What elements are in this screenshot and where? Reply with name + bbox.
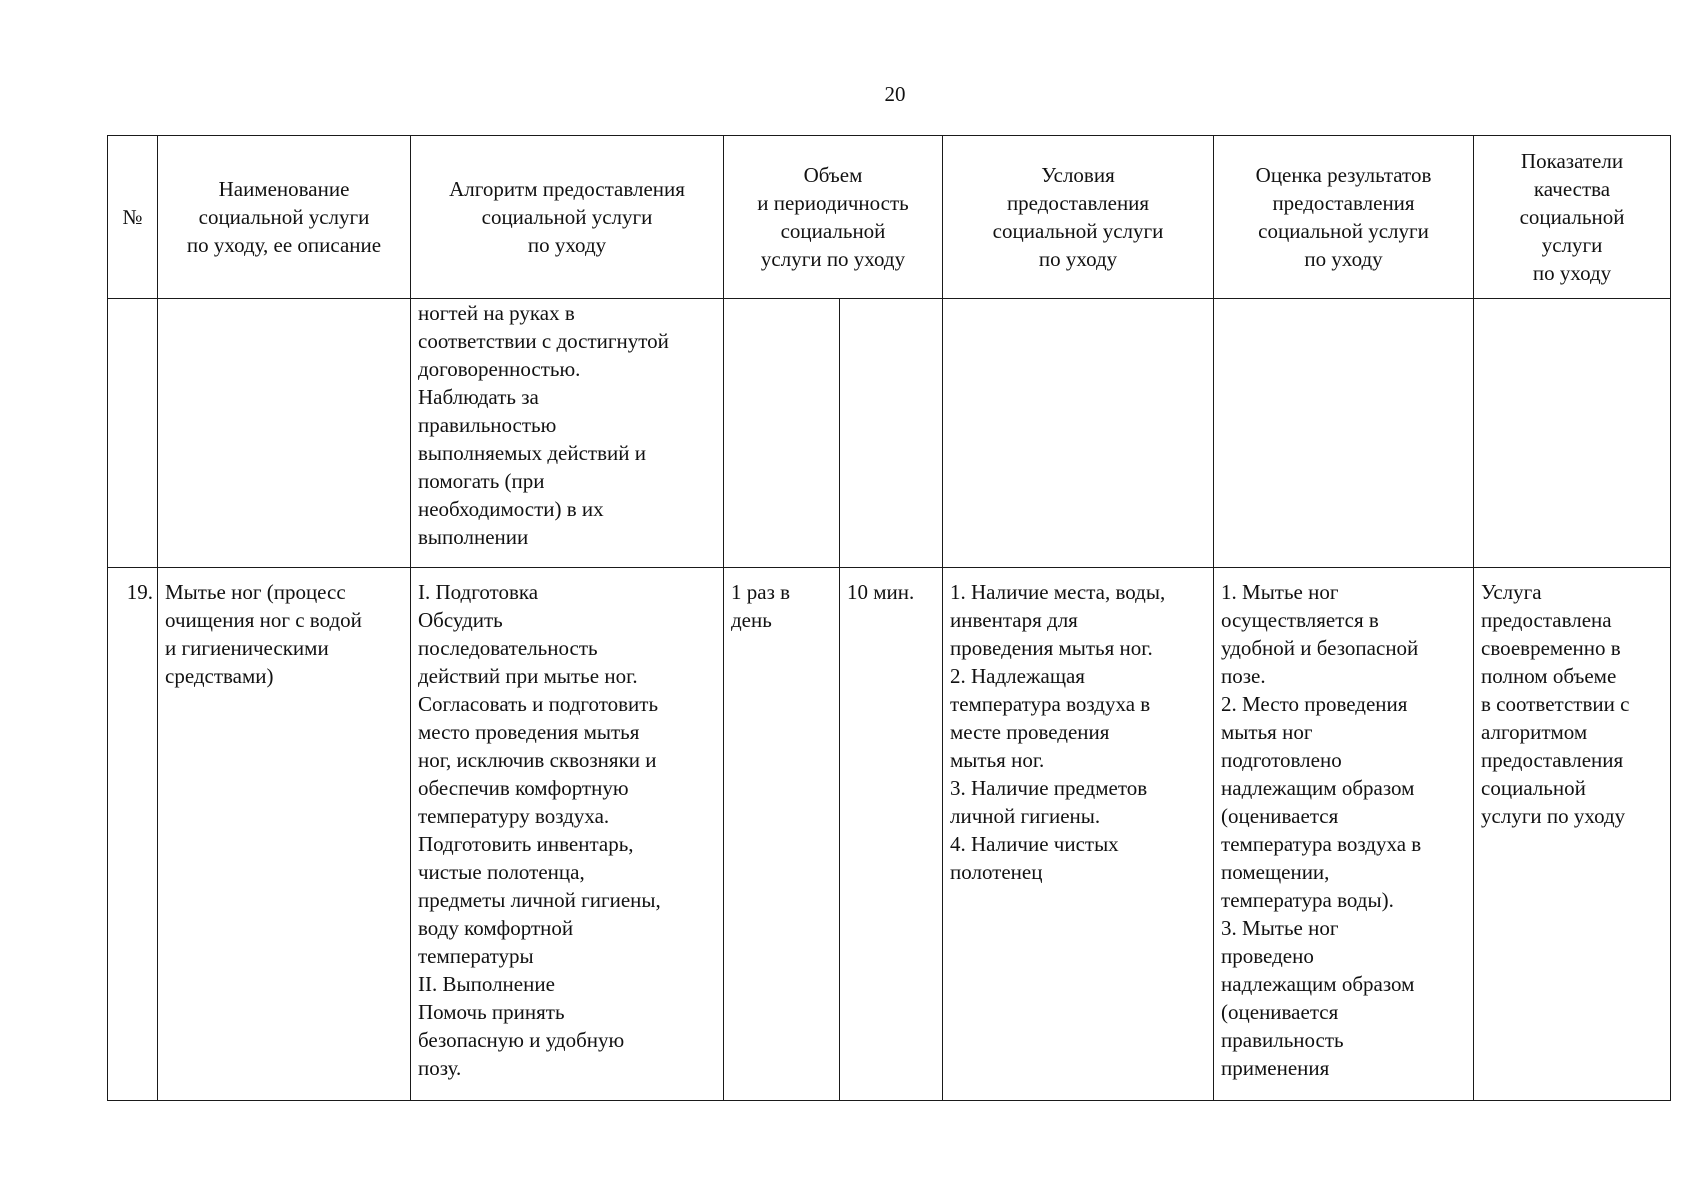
- cell-conditions: 1. Наличие места, воды, инвентаря для проведения мытья ног. 2. Надлежащая температура воздуха в месте проведения мытья ног. 3. Наличие предметов личной гигиены. 4. Наличие чистых полотенец: [943, 568, 1214, 1101]
- cell-service-name: Мытье ног (процесс очищения ног с водой и гигиеническими средствами): [158, 568, 411, 1101]
- table-row-19: [108, 568, 1671, 1101]
- header-service-name: Наименование социальной услуги по уходу, ее описание: [158, 136, 411, 299]
- header-conditions: Условия предоставления социальной услуги по уходу: [943, 136, 1214, 299]
- table-header-row: [108, 136, 1671, 299]
- cell-algorithm: I. Подготовка Обсудить последовательность действий при мытье ног. Согласовать и подготовить место проведения мытья ног, исключив сквозняки и обеспечив комфортную температуру воздуха. Подготовить инвентарь, чистые полотенца, предметы личной гигиены, воду комфортной температуры II. Выполнение Помочь принять безопасную и удобную позу.: [411, 568, 724, 1101]
- cell-number: 19.: [108, 568, 158, 1101]
- cell-quality: [1474, 299, 1671, 568]
- table-row-continuation: [108, 299, 1671, 568]
- cell-evaluation: [1214, 299, 1474, 568]
- cell-duration: [840, 299, 943, 568]
- cell-algorithm: ногтей на руках в соответствии с достигнутой договоренностью. Наблюдать за правильностью выполняемых действий и помогать (при необходимости) в их выполнении: [411, 299, 724, 568]
- header-algorithm: Алгоритм предоставления социальной услуги по уходу: [411, 136, 724, 299]
- cell-periodicity: [724, 299, 840, 568]
- cell-evaluation: 1. Мытье ног осуществляется в удобной и безопасной позе. 2. Место проведения мытья ног подготовлено надлежащим образом (оценивается температура воздуха в помещении, температура воды). 3. Мытье ног проведено надлежащим образом (оценивается правильность применения: [1214, 568, 1474, 1101]
- cell-conditions: [943, 299, 1214, 568]
- cell-service-name: [158, 299, 411, 568]
- cell-periodicity: 1 раз в день: [724, 568, 840, 1101]
- header-number: №: [108, 136, 158, 299]
- cell-duration: 10 мин.: [840, 568, 943, 1101]
- header-evaluation: Оценка результатов предоставления социальной услуги по уходу: [1214, 136, 1474, 299]
- services-table: [107, 135, 1671, 1101]
- header-volume-periodicity: Объем и периодичность социальной услуги по уходу: [724, 136, 943, 299]
- cell-quality: Услуга предоставлена своевременно в полном объеме в соответствии с алгоритмом предоставления социальной услуги по уходу: [1474, 568, 1671, 1101]
- header-quality: Показатели качества социальной услуги по уходу: [1474, 136, 1671, 299]
- cell-number: [108, 299, 158, 568]
- page-number: 20: [884, 82, 906, 106]
